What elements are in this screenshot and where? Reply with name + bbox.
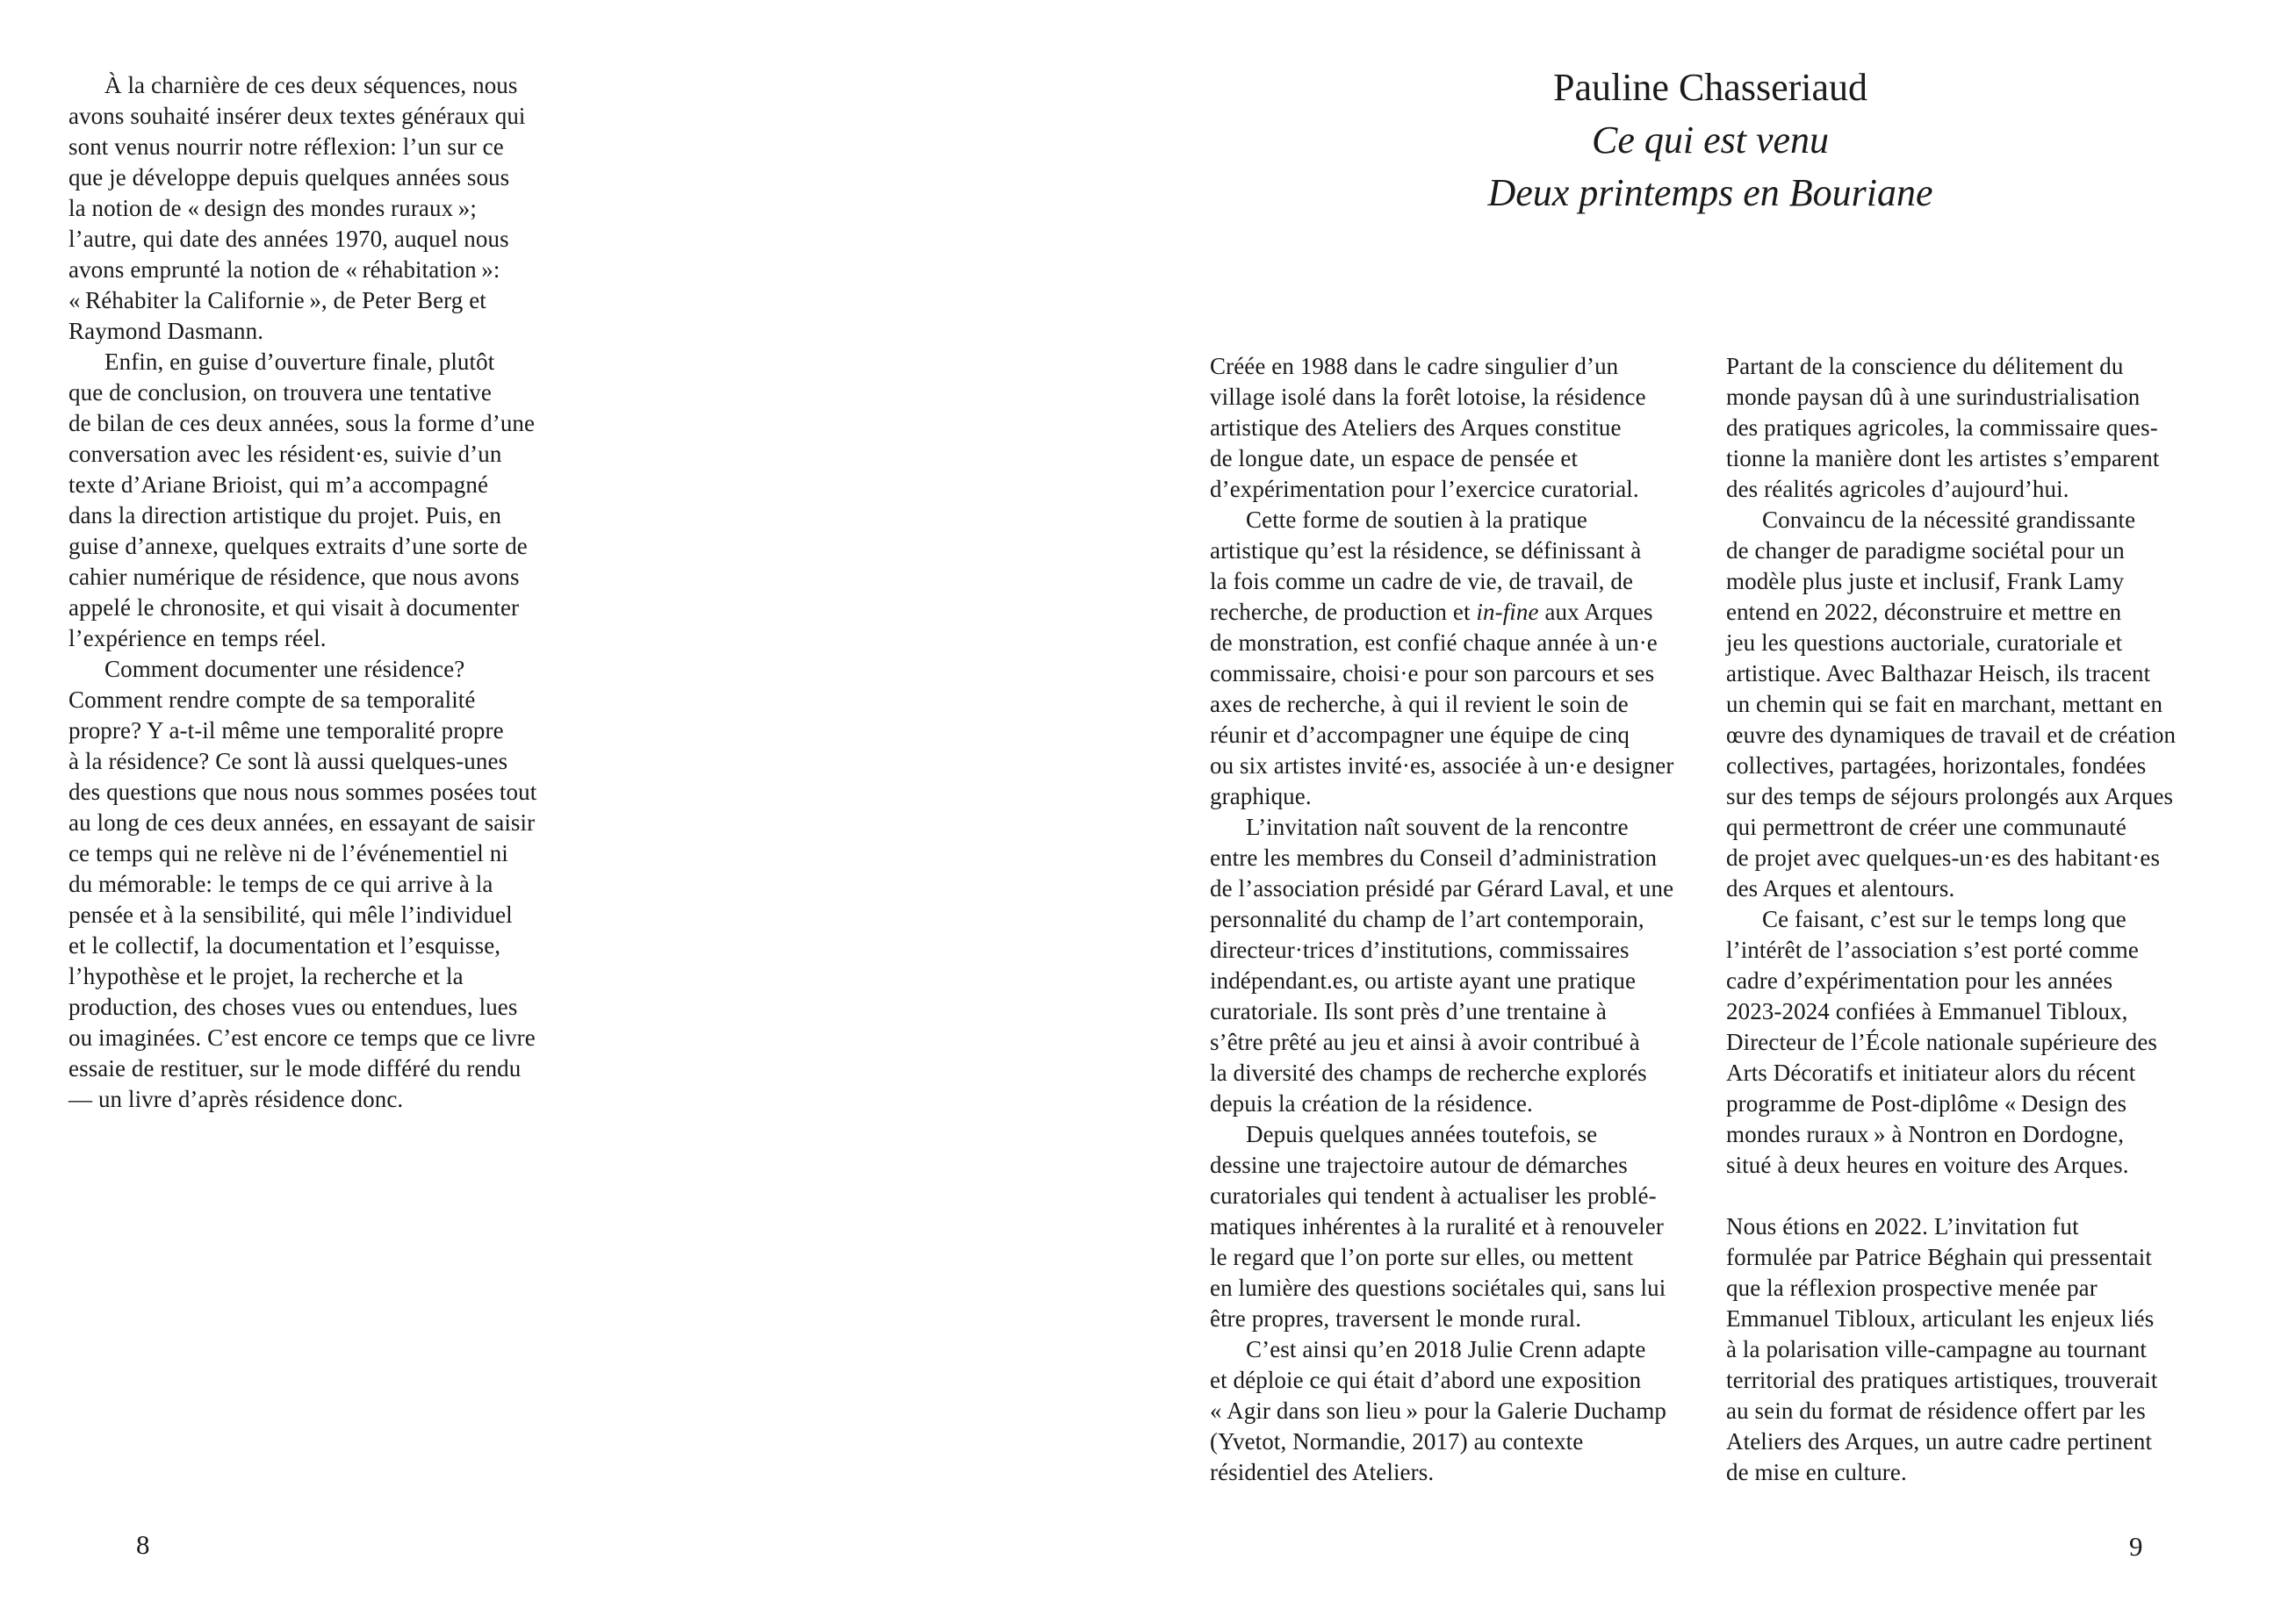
text-line: des réalités agricoles d’aujourd’hui. [1726, 476, 2069, 502]
paragraph [68, 654, 565, 1115]
text-line: (Yvetot, Normandie, 2017) au contexte [1210, 1428, 1584, 1455]
text-line: entend en 2022, déconstruire et mettre en [1726, 599, 2122, 625]
text-line: monde paysan dû à une surindustrialisation [1726, 384, 2141, 410]
text-line: en lumière des questions sociétales qui, sans lui [1210, 1275, 1666, 1301]
text-line: œuvre des dynamiques de travail et de création [1726, 722, 2177, 748]
text-line: le regard que l’on porte sur elles, ou mettent [1210, 1244, 1634, 1270]
text-line: territorial des pratiques artistiques, trouverait [1726, 1367, 2158, 1393]
paragraph [1210, 812, 1706, 1119]
text-line: Ce faisant, c’est sur le temps long que [1762, 906, 2126, 932]
text-line: au long de ces deux années, en essayant de saisir [68, 809, 536, 836]
text-line: avons souhaité insérer deux textes généraux qui [68, 103, 526, 129]
text-line: cadre d’expérimentation pour les années [1726, 967, 2113, 994]
paragraph [1210, 505, 1706, 812]
text-line: de bilan de ces deux années, sous la forme d’une [68, 410, 536, 436]
text-line: jeu les questions auctoriale, curatoriale et [1726, 629, 2123, 656]
chapter-title-line: Ce qui est venu [1591, 119, 1830, 162]
text-line: matiques inhérentes à la ruralité et à renouveler [1210, 1213, 1664, 1240]
text-line: des Arques et alentours. [1726, 875, 1955, 902]
text-line: mondes ruraux » à Nontron en Dordogne, [1726, 1121, 2125, 1147]
text-line: des pratiques agricoles, la commissaire ques- [1726, 414, 2158, 441]
text-line: et déploie ce qui était d’abord une exposition [1210, 1367, 1642, 1393]
chapter-author: Pauline Chasseriaud [1552, 66, 1868, 109]
text-line: indépendant.es, ou artiste ayant une pratique [1210, 967, 1637, 994]
text-line: avons emprunté la notion de « réhabitation »: [68, 256, 500, 283]
text-line: dans la direction artistique du projet. Puis, en [68, 502, 501, 528]
text-line: production, des choses vues ou entendues, lues [68, 994, 518, 1020]
text-line: artistique qu’est la résidence, se définissant à [1210, 537, 1642, 564]
text-line: l’hypothèse et le projet, la recherche et la [68, 963, 464, 989]
text-line: programme de Post-diplôme « Design des [1726, 1090, 2127, 1117]
text-line: commissaire, choisi·e pour son parcours et ses [1210, 660, 1655, 686]
text-line: la fois comme un cadre de vie, de travail, de [1210, 568, 1634, 594]
paragraph [1726, 505, 2222, 904]
text-line: propre? Y a-t-il même une temporalité propre [68, 717, 504, 744]
text-line: Cette forme de soutien à la pratique [1246, 507, 1587, 533]
text-line: cahier numérique de résidence, que nous avons [68, 564, 520, 590]
text-line: curatoriale. Ils sont près d’une trentaine à [1210, 998, 1607, 1024]
text-line: axes de recherche, à qui il revient le soin de [1210, 691, 1629, 717]
text-line: et le collectif, la documentation et l’esquisse, [68, 932, 501, 959]
text-line: « Agir dans son lieu » pour la Galerie Duchamp [1210, 1398, 1667, 1424]
text-line: l’autre, qui date des années 1970, auquel nous [68, 226, 509, 252]
text-line: entre les membres du Conseil d’administration [1210, 844, 1658, 871]
paragraph [1726, 904, 2222, 1181]
text-line: recherche, de production et in-fine aux Arques [1210, 599, 1653, 625]
text-line: conversation avec les résident·es, suivie d’un [68, 441, 502, 467]
paragraph [1210, 351, 1706, 505]
text-line: artistique des Ateliers des Arques constitue [1210, 414, 1622, 441]
text-line: collectives, partagées, horizontales, fondées [1726, 752, 2147, 779]
text-line: formulée par Patrice Béghain qui pressentait [1726, 1244, 2152, 1270]
text-line: C’est ainsi qu’en 2018 Julie Crenn adapte [1246, 1336, 1646, 1362]
text-line: appelé le chronosite, et qui visait à documenter [68, 594, 520, 621]
text-line: pensée et à la sensibilité, qui mêle l’individuel [68, 902, 513, 928]
text-line: curatoriales qui tendent à actualiser les problé- [1210, 1182, 1657, 1209]
text-line: Enfin, en guise d’ouverture finale, plutôt [104, 349, 495, 375]
text-line: situé à deux heures en voiture des Arques. [1726, 1152, 2129, 1178]
text-line: Convaincu de la nécessité grandissante [1762, 507, 2136, 533]
text-line: 2023-2024 confiées à Emmanuel Tibloux, [1726, 998, 2128, 1024]
right-page-number: 9 [2129, 1531, 2143, 1562]
text-line: l’intérêt de l’association s’est porté comme [1726, 937, 2139, 963]
text-line: à la résidence? Ce sont là aussi quelques-unes [68, 748, 508, 774]
text-line: graphique. [1210, 783, 1312, 809]
paragraph [1210, 1334, 1706, 1488]
text-line: de monstration, est confié chaque année à un·e [1210, 629, 1658, 656]
paragraph [1726, 1211, 2222, 1488]
text-line: s’être prêté au jeu et ainsi à avoir contribué à [1210, 1029, 1640, 1055]
text-line: Nous étions en 2022. L’invitation fut [1726, 1213, 2079, 1240]
text-line: de mise en culture. [1726, 1459, 1907, 1485]
text-line: la notion de « design des mondes ruraux »; [68, 195, 477, 221]
text-line: À la charnière de ces deux séquences, nous [104, 72, 518, 98]
chapter-subtitle-line: Deux printemps en Bouriane [1487, 171, 1933, 214]
emphasized-text: in-fine [1476, 599, 1539, 625]
text-line: Ateliers des Arques, un autre cadre pertinent [1726, 1428, 2153, 1455]
text-line: résidentiel des Ateliers. [1210, 1459, 1435, 1485]
text-line: réunir et d’accompagner une équipe de cinq [1210, 722, 1630, 748]
text-line: ou imaginées. C’est encore ce temps que ce livre [68, 1024, 536, 1051]
text-line: dessine une trajectoire autour de démarches [1210, 1152, 1628, 1178]
right-page-column-1 [1210, 351, 1706, 1488]
text-line: sur des temps de séjours prolongés aux Arques [1726, 783, 2174, 809]
right-page-column-2 [1726, 351, 2222, 1488]
text-line: village isolé dans la forêt lotoise, la résidence [1210, 384, 1646, 410]
chapter-heading [1210, 61, 2211, 219]
right-page [1140, 0, 2281, 1624]
text-line: un chemin qui se fait en marchant, mettant en [1726, 691, 2163, 717]
left-page-number: 8 [136, 1529, 150, 1560]
text-line: de longue date, un espace de pensée et [1210, 445, 1579, 471]
paragraph [1210, 1119, 1706, 1334]
text-line: texte d’Ariane Brioist, qui m’a accompagné [68, 471, 489, 498]
text-line: guise d’annexe, quelques extraits d’une sorte de [68, 533, 528, 559]
text-line: Comment rendre compte de sa temporalité [68, 686, 476, 713]
text-line: — un livre d’après résidence donc. [68, 1086, 404, 1112]
text-line: Comment documenter une résidence? [104, 656, 465, 682]
left-page [0, 0, 1140, 1624]
text-line: Partant de la conscience du délitement du [1726, 353, 2124, 379]
text-line: tionne la manière dont les artistes s’emparent [1726, 445, 2160, 471]
text-line: ce temps qui ne relève ni de l’événementiel ni [68, 840, 508, 866]
text-line: « Réhabiter la Californie », de Peter Berg et [68, 287, 486, 313]
text-line: des questions que nous nous sommes posées tout [68, 779, 537, 805]
text-line: ou six artistes invité·es, associée à un·e designer [1210, 752, 1674, 779]
paragraph [68, 347, 565, 654]
text-line: l’expérience en temps réel. [68, 625, 327, 651]
text-line: qui permettront de créer une communauté [1726, 814, 2126, 840]
text-line: de l’association présidé par Gérard Laval, et une [1210, 875, 1674, 902]
text-line: directeur·trices d’institutions, commissaires [1210, 937, 1630, 963]
text-line: depuis la création de la résidence. [1210, 1090, 1533, 1117]
paragraph [1726, 351, 2222, 505]
text-line: Raymond Dasmann. [68, 318, 264, 344]
text-line: au sein du format de résidence offert par les [1726, 1398, 2146, 1424]
text-line: que la réflexion prospective menée par [1726, 1275, 2098, 1301]
text-line: que je développe depuis quelques années sous [68, 164, 510, 190]
text-line: de projet avec quelques-un·es des habitant·es [1726, 844, 2161, 871]
text-line: Arts Décoratifs et initiateur alors du récent [1726, 1060, 2136, 1086]
text-line: de changer de paradigme sociétal pour un [1726, 537, 2125, 564]
text-line: d’expérimentation pour l’exercice curatorial. [1210, 476, 1639, 502]
text-line: être propres, traversent le monde rural. [1210, 1305, 1582, 1332]
text-line: que de conclusion, on trouvera une tentative [68, 379, 492, 406]
text-line: artistique. Avec Balthazar Heisch, ils tracent [1726, 660, 2151, 686]
text-line: Créée en 1988 dans le cadre singulier d’un [1210, 353, 1619, 379]
text-line: à la polarisation ville-campagne au tournant [1726, 1336, 2147, 1362]
text-line: la diversité des champs de recherche explorés [1210, 1060, 1647, 1086]
text-line: Emmanuel Tibloux, articulant les enjeux liés [1726, 1305, 2155, 1332]
left-page-text-column [68, 70, 565, 1115]
text-line: modèle plus juste et inclusif, Frank Lamy [1726, 568, 2125, 594]
text-line: essaie de restituer, sur le mode différé du rendu [68, 1055, 522, 1081]
text-line: du mémorable: le temps de ce qui arrive à la [68, 871, 493, 897]
text-line: L’invitation naît souvent de la rencontre [1246, 814, 1629, 840]
paragraph [68, 70, 565, 347]
text-line: Directeur de l’École nationale supérieure des [1726, 1029, 2158, 1055]
text-line: sont venus nourrir notre réflexion: l’un sur ce [68, 133, 504, 160]
text-line: Depuis quelques années toutefois, se [1246, 1121, 1598, 1147]
text-line: personnalité du champ de l’art contemporain, [1210, 906, 1644, 932]
